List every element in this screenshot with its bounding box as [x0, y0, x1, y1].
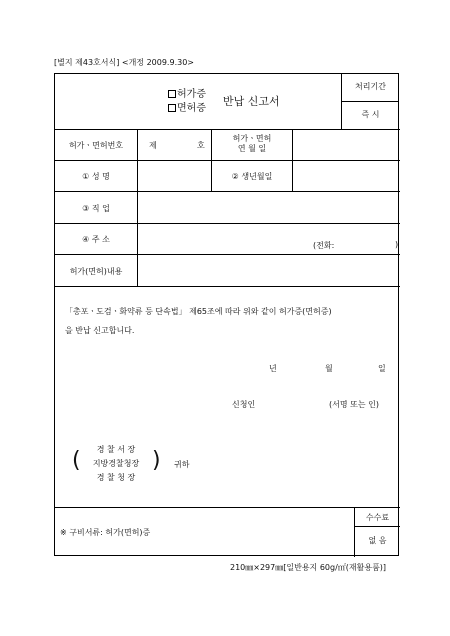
recipient-provincial-agency: 지방경찰청장 [92, 459, 140, 468]
phone-label: (전화: [313, 241, 335, 250]
permit-date-field[interactable] [293, 130, 399, 160]
applicant-sign-label: (서명 또는 인) [329, 400, 379, 409]
address-field[interactable] [138, 224, 399, 254]
processing-period-value: 즉 시 [361, 110, 380, 119]
license-option-label: 면허증 [177, 103, 206, 114]
fee-label: 수수료 [365, 513, 390, 522]
license-option[interactable] [168, 99, 206, 114]
permit-date-label-2: 연 월 일 [237, 144, 267, 153]
recipient-bracket-open: ( [72, 448, 81, 473]
permit-option[interactable] [168, 85, 206, 100]
permit-number-prefix: 제 [149, 141, 157, 150]
statement-line-1: 「총포ㆍ도검ㆍ화약류 등 단속법」 제65조에 따라 위와 같이 허가증(면허증) [65, 307, 332, 316]
applicant-field[interactable] [265, 394, 325, 410]
permit-content-label: 허가(면허)내용 [69, 267, 123, 276]
name-field[interactable] [138, 161, 211, 191]
license-checkbox[interactable] [168, 104, 176, 112]
statement-line-2: 을 반납 신고합니다. [65, 326, 135, 335]
required-documents: ※ 구비서류: 허가(면허)증 [60, 528, 151, 537]
occupation-label: ③ 직 업 [82, 204, 110, 213]
permit-number-label: 허가ㆍ면허번호 [68, 141, 124, 150]
address-label: ④ 주 소 [82, 235, 110, 244]
name-label: ① 성 명 [82, 172, 110, 181]
recipient-bracket-close: ) [152, 448, 161, 473]
permit-checkbox[interactable] [168, 90, 176, 98]
permit-date-label-1: 허가ㆍ면허 [232, 134, 272, 143]
date-year-label: 년 [269, 364, 277, 373]
recipient-police-station: 경 찰 서 장 [96, 445, 136, 454]
birth-date-field[interactable] [293, 161, 399, 191]
form-title: 반납 신고서 [223, 95, 280, 108]
fee-value: 없 음 [368, 536, 387, 545]
paper-spec-footer: 210㎜×297㎜[일반용지 60g/㎡(재활용품)] [230, 563, 387, 572]
form-header-note: [별지 제43호서식] <개정 2009.9.30> [54, 58, 194, 67]
applicant-label: 신청인 [232, 400, 256, 409]
permit-content-field[interactable] [138, 255, 399, 286]
date-day-label: 일 [378, 364, 386, 373]
occupation-field[interactable] [138, 192, 399, 223]
phone-close: ) [395, 240, 399, 249]
date-month-label: 월 [325, 364, 333, 373]
recipient-suffix: 귀하 [174, 460, 190, 469]
permit-number-field[interactable] [154, 129, 196, 160]
permit-number-suffix: 호 [197, 141, 205, 150]
report-form [54, 73, 399, 556]
recipient-national-agency: 경 찰 청 장 [96, 473, 136, 482]
processing-period-label: 처리기간 [355, 82, 386, 91]
birth-date-label: ② 생년월일 [231, 172, 273, 181]
permit-option-label: 허가증 [177, 89, 206, 100]
